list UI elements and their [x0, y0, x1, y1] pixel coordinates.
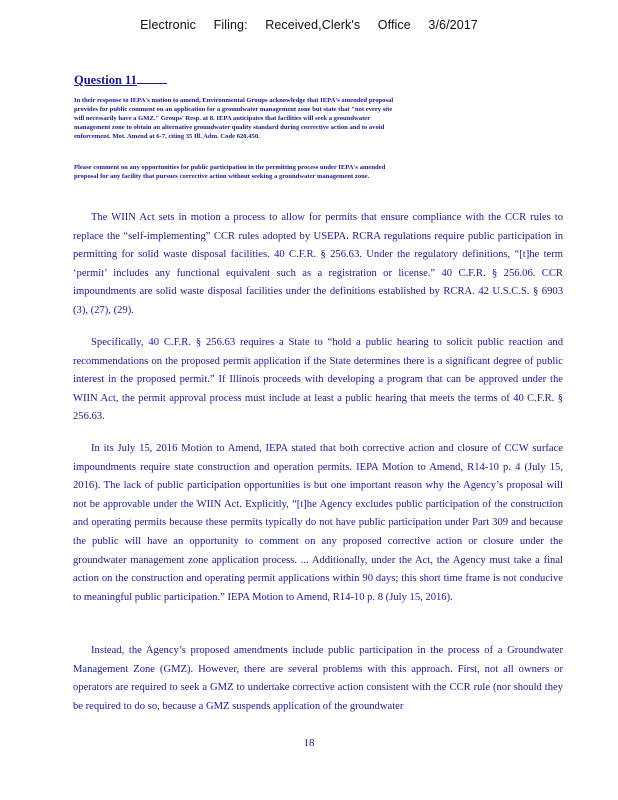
question-prompt-2: Please comment on any opportunities for public participation in the permitting process under IEPA's amended proposal for any facility that pursues corrective action without seeking a groundwater management zone.	[74, 164, 386, 181]
page-number: 18	[303, 737, 315, 749]
filing-header	[0, 18, 618, 32]
paragraph-text: Instead, the Agency’s proposed amendments include public participation in the process of a Groundwater Management Zone (GMZ). However, there are several problems with this approach. First, not all owners or operators are required to seek a GMZ to undertake corrective action consistent with the CCR rule (nor should they be required to do so, because a GMZ suspends application of the groundwater	[73, 645, 563, 712]
question-title-text: Question 11	[74, 73, 137, 87]
body-paragraph-3	[73, 440, 563, 607]
header-word-received: Received,Clerk's	[265, 18, 361, 32]
body-paragraph-4	[73, 642, 563, 716]
header-word-filing: Filing:	[213, 18, 248, 32]
paragraph-text: Specifically, 40 C.F.R. § 256.63 requires a State to “hold a public hearing to solicit public reaction and recommendations on the proposed permit application if the State determines there is a significant degree of public interest in the proposed permit.” If Illinois proceeds with developing a program that can be approved under the WIIN Act, the permit approval process must include at least a public hearing that meets the terms of 40 C.F.R. § 256.63.	[73, 337, 563, 423]
body-paragraph-2	[73, 334, 563, 427]
body-paragraph-1	[73, 209, 563, 321]
question-prompt-1: In their response to IEPA's motion to amend, Environmental Groups acknowledge that IEPA's amended proposal provides for public comment on an application for a groundwater management zone but state that "not every site will necessarily have a GMZ." Groups' Resp. at 8. IEPA anticipates that facilities will seek a groundwater management zone to obtain an alternative groundwater quality standard during corrective action and to avoid enforcement. Mot. Amend at 6-7, citing 35 Ill. Adm. Code 620.450.	[74, 97, 394, 141]
paragraph-text: The WIIN Act sets in motion a process to allow for permits that ensure compliance with the CCR rules to replace the “self-implementing” CCR rules adopted by USEPA. RCRA regulations require public participation in permitting for solid waste disposal facilities. 40 C.F.R. § 256.63. Under the regulatory definitions, “[t]he term ‘permit’ includes any functional equivalent such as a registration or license.” 40 C.F.R. § 256.06. CCR impoundments are solid waste disposal facilities under the definitions established by RCRA. 42 U.S.C.S. § 6903 (3), (27), (29).	[73, 212, 563, 316]
paragraph-text: In its July 15, 2016 Motion to Amend, IEPA stated that both corrective action and closure of CCW surface impoundments require state construction and operation permits. IEPA Motion to Amend, R14-10 p. 4 (July 15, 2016). The lack of public participation opportunities is but one important reason why the Agency’s proposal will not be approvable under the WIIN Act. Explicitly, “[t]he Agency excludes public participation of the construction and operating permits because these permits typically do not have public participation under Part 309 and because the public will have an opportunity to comment on any proposed corrective action or closure under the groundwater management zone application process. ... Additionally, under the Act, the Agency must take a final action on the construction and operating permit applications within 90 days; this short time frame is not conducive to meaningful public participation.” IEPA Motion to Amend, R14-10 p. 8 (July 15, 2016).	[73, 443, 563, 603]
header-word-office: Office	[377, 18, 411, 32]
title-underline	[137, 73, 167, 84]
header-date: 3/6/2017	[428, 18, 478, 32]
question-title	[74, 73, 167, 88]
header-word-electronic: Electronic	[140, 18, 197, 32]
